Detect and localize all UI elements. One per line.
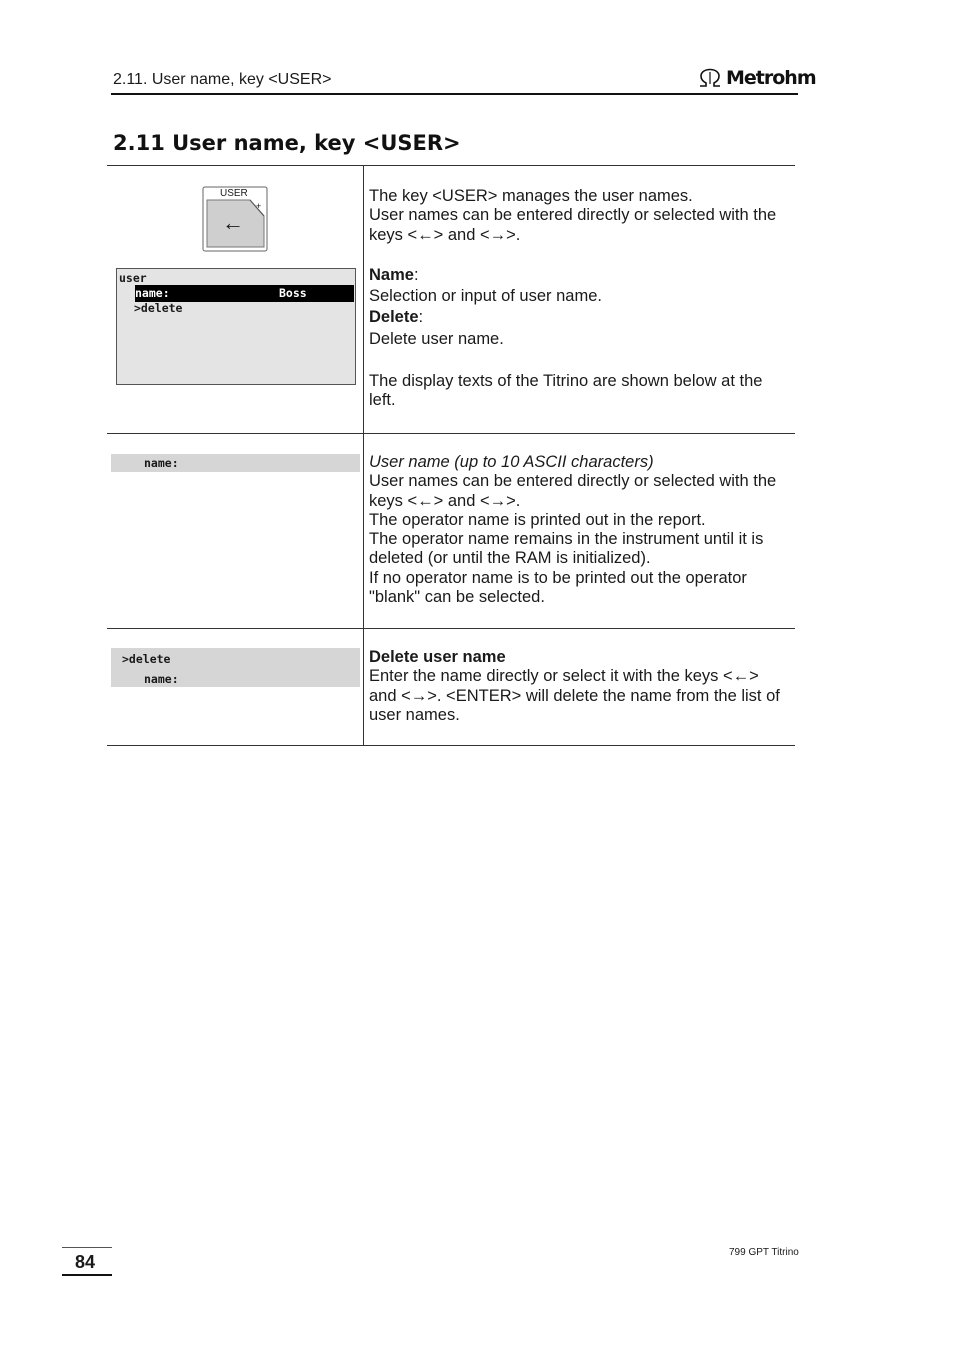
delete-definition: Delete: [369, 308, 424, 327]
display-name-text: name: [144, 456, 179, 470]
page-number: 84 [75, 1252, 96, 1272]
metrohm-logo [697, 67, 816, 89]
logo-text: Metrohm [726, 67, 816, 89]
running-header: 2.11. User name, key <USER> [113, 71, 332, 88]
omega-icon [697, 68, 723, 88]
lcd-selected-label: name: [135, 286, 170, 300]
desc-line: The key <USER> manages the user names. [369, 187, 693, 205]
row3-heading: Delete user name [369, 648, 506, 666]
section-title: 2.11 User name, key <USER> [113, 131, 461, 155]
display-delete-bar [111, 648, 360, 687]
lcd-display [116, 268, 356, 385]
page-number-rule-top [62, 1247, 112, 1248]
lcd-line-delete: >delete [134, 301, 183, 315]
header-rule [111, 93, 798, 95]
row3-text: Enter the name directly or select it with the keys <←> and <→>. <ENTER> will delete the name from the list of user names. [369, 667, 780, 724]
display-name-bar [111, 454, 360, 472]
lcd-line-user: user [119, 271, 147, 285]
row3-description [369, 648, 789, 725]
lcd-selected-value: Boss [279, 286, 307, 300]
name-text: Selection or input of user name. [369, 287, 602, 306]
page-number-rule [62, 1274, 112, 1276]
row-divider-3 [107, 745, 795, 746]
row2-description [369, 453, 789, 607]
product-name: 799 GPT Titrino [729, 1247, 799, 1258]
delete-text: Delete user name. [369, 329, 504, 348]
lcd-selected-line [135, 285, 354, 302]
row1-description [369, 187, 789, 411]
row2-line: If no operator name is to be printed out the operator "blank" can be selected. [369, 568, 747, 607]
display-name-line: name: [144, 672, 179, 686]
user-key-label: USER [220, 188, 248, 199]
left-arrow-icon: ← [222, 210, 244, 235]
display-delete-line: >delete [122, 652, 171, 666]
name-term: Name [369, 265, 414, 284]
delete-term: Delete [369, 308, 419, 327]
row2-line: User names can be entered directly or selected with the keys <←> and <→>. [369, 472, 777, 510]
row2-line: The operator name is printed out in the report. [369, 510, 706, 529]
row2-line: The operator name remains in the instrument until it is deleted (or until the RAM is initialized). [369, 530, 764, 568]
column-divider [363, 166, 364, 745]
name-definition: Name: [369, 265, 419, 284]
row-divider-2 [107, 628, 795, 629]
title-rule [107, 165, 795, 166]
desc-line: User names can be entered directly or selected with the keys <←> and <→>. [369, 206, 777, 244]
display-note: The display texts of the Titrino are shown below at the left. [369, 372, 763, 410]
key-plus-sign: + [256, 201, 262, 211]
row2-heading: User name (up to 10 ASCII characters) [369, 453, 654, 471]
row-divider-1 [107, 433, 795, 434]
